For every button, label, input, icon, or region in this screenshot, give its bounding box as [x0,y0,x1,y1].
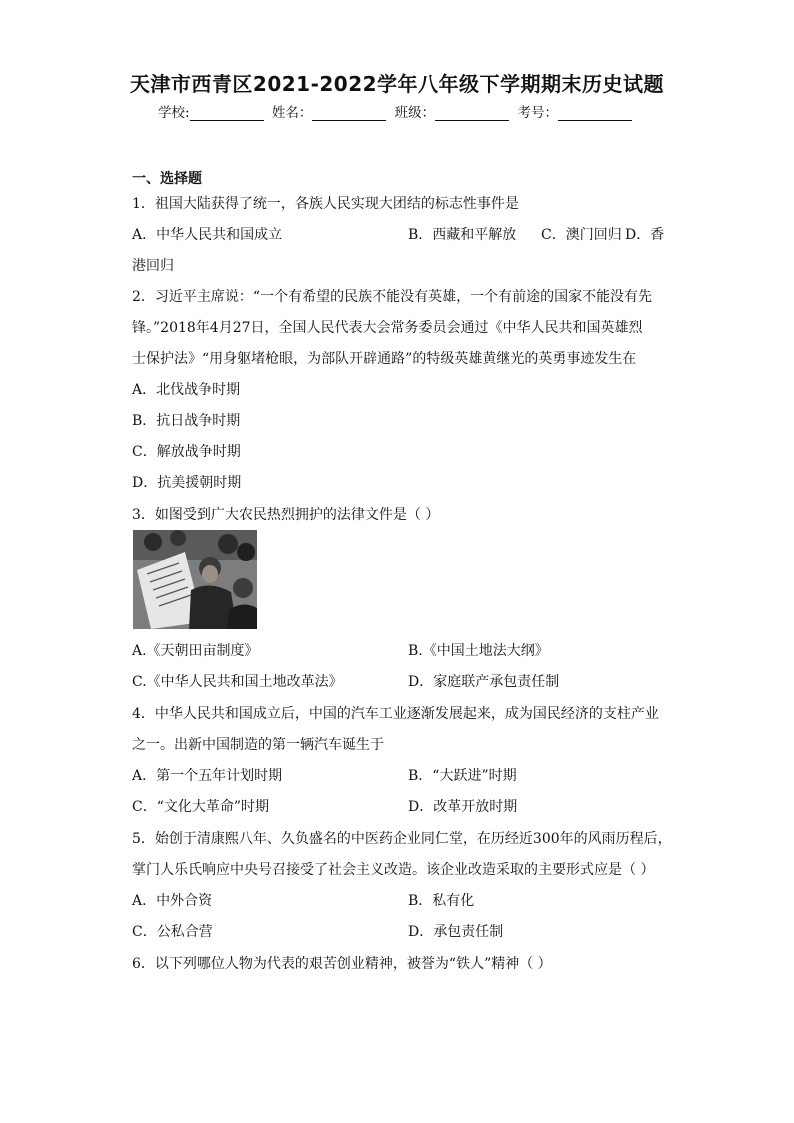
question-4-option-b: B．“大跃进”时期 [408,768,517,784]
number-blank[interactable] [558,106,632,121]
question-2-stem-line-2: 锋。”2018年4月27日，全国人民代表大会常务委员会通过《中华人民共和国英雄烈 [132,320,643,336]
section-heading: 一、选择题 [132,171,202,187]
question-3-stem: 3．如图受到广大农民热烈拥护的法律文件是（ ） [132,507,440,523]
name-label: 姓名： [271,105,313,121]
question-5-stem-line-1: 5．始创于清康熙八年、久负盛名的中医药企业同仁堂，在历经近300年的风雨历程后， [132,831,672,847]
question-2-stem-line-1: 2．习近平主席说：“一个有希望的民族不能没有英雄，一个有前途的国家不能没有先 [132,289,653,305]
student-info-row [0,101,794,121]
question-1-option-d: D．香 [625,227,665,243]
question-1-continuation: 港回归 [132,258,174,274]
question-5-option-d: D．承包责任制 [408,924,504,940]
question-2-stem-line-3: 士保护法》“用身躯堵枪眼，为部队开辟通路”的特级英雄黄继光的英勇事迹发生在 [132,351,637,367]
question-3-option-b: B.《中国土地法大纲》 [408,643,549,659]
question-6-stem: 6．以下列哪位人物为代表的艰苦创业精神，被誉为“铁人”精神（ ） [132,956,552,972]
question-2-option-c: C．解放战争时期 [132,444,241,460]
question-4-option-c: C．“文化大革命”时期 [132,799,270,815]
question-5-stem-line-2: 掌门人乐氏响应中央号召接受了社会主义改造。该企业改造采取的主要形式应是（ ） [132,862,655,878]
photo-illustration [133,530,257,629]
question-1-option-b: B．西藏和平解放 [408,227,517,243]
question-3-option-c: C.《中华人民共和国土地改革法》 [132,674,343,690]
exam-title: 天津市西青区2021-2022学年八年级下学期期末历史试题 [129,72,665,96]
class-label: 班级： [394,105,436,121]
question-3-option-a: A.《天朝田亩制度》 [132,643,259,659]
question-3-option-d: D．家庭联产承包责任制 [408,674,560,690]
question-2-option-d: D．抗美援朝时期 [132,475,242,491]
school-label: 学校: [158,105,190,121]
question-4-option-d: D．改革开放时期 [408,799,518,815]
land-reform-photo [133,530,257,629]
school-blank[interactable] [190,106,264,121]
question-5-option-b: B．私有化 [408,893,475,909]
class-blank[interactable] [435,106,509,121]
number-label: 考号： [517,105,558,121]
question-4-stem-line-2: 之一。出新中国制造的第一辆汽车诞生于 [132,737,384,753]
name-blank[interactable] [312,106,386,121]
question-2-option-a: A．北伐战争时期 [132,382,241,398]
question-5-option-c: C．公私合营 [132,924,213,940]
question-5-option-a: A．中外合资 [132,893,213,909]
question-4-option-a: A．第一个五年计划时期 [132,768,283,784]
question-1-option-c: C．澳门回归 [541,227,622,243]
question-1-option-a: A．中华人民共和国成立 [132,227,283,243]
question-4-stem-line-1: 4．中华人民共和国成立后，中国的汽车工业逐渐发展起来，成为国民经济的支柱产业 [132,706,659,722]
question-2-option-b: B．抗日战争时期 [132,413,241,429]
question-1-stem: 1．祖国大陆获得了统一，各族人民实现大团结的标志性事件是 [132,196,519,212]
